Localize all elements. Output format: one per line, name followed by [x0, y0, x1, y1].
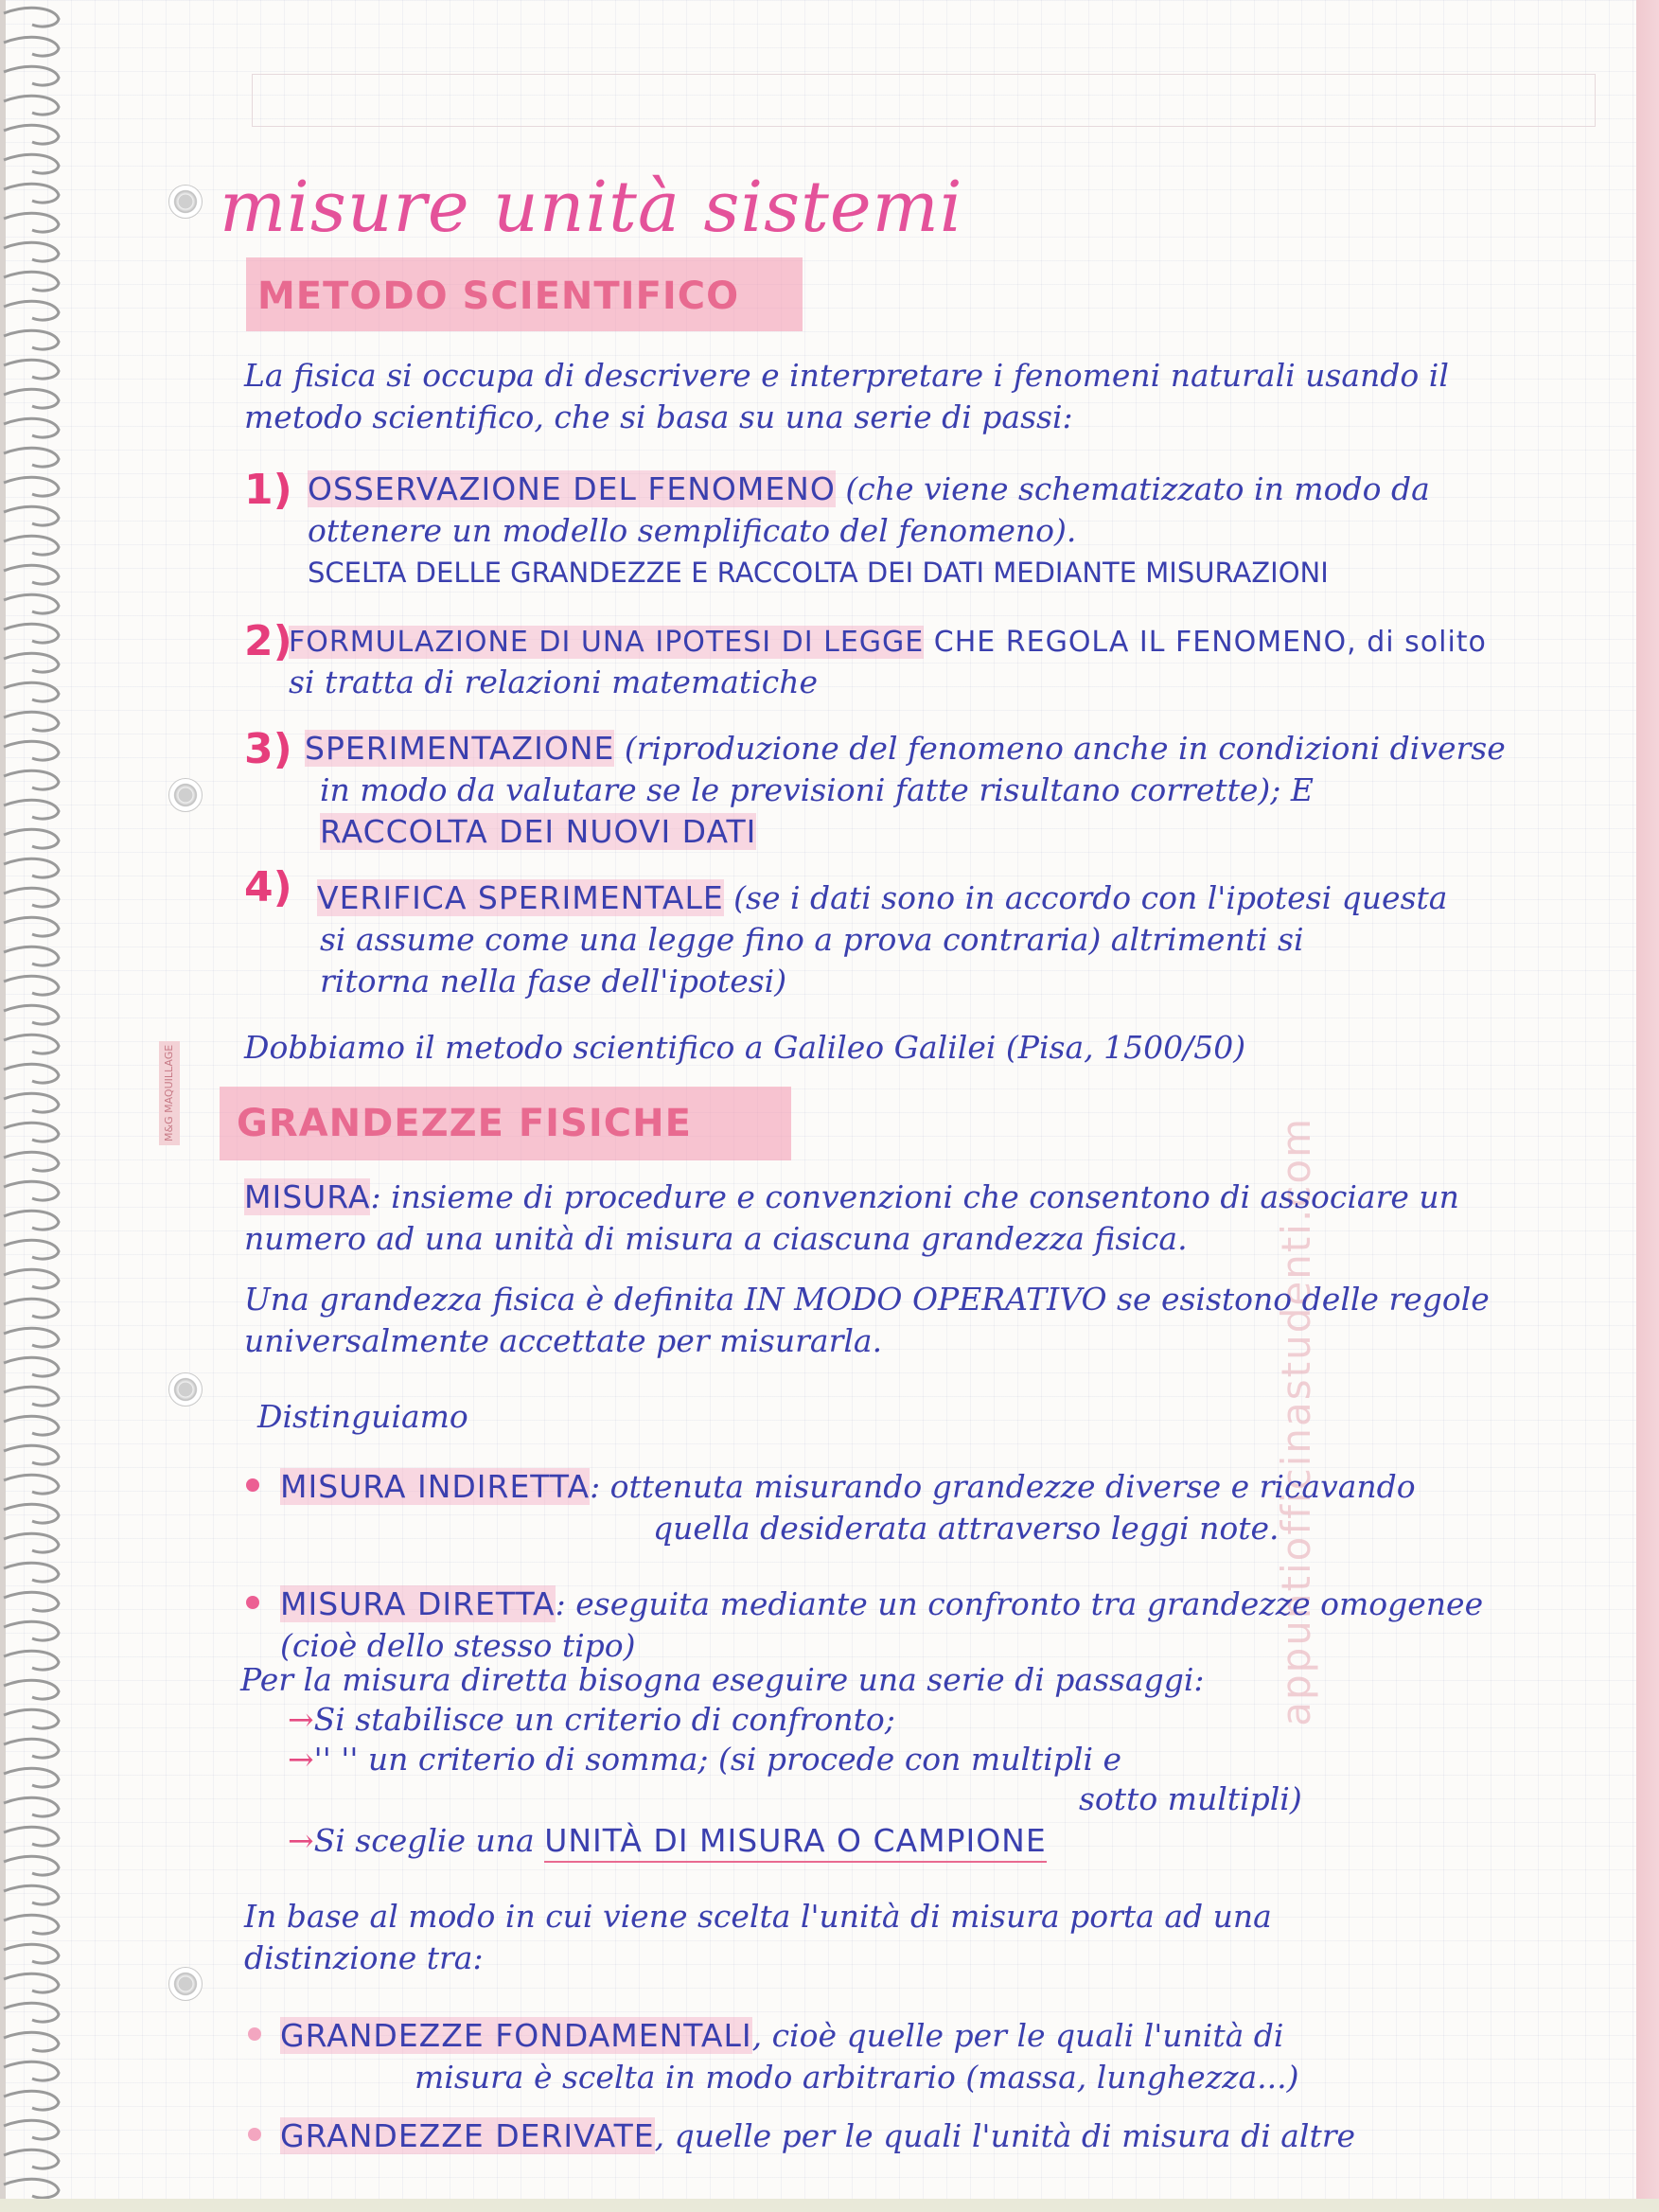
passaggi-intro: Per la misura diretta bisogna eseguire una serie di passaggi:: [240, 1661, 1205, 1698]
spiral-ring: [4, 1944, 59, 1963]
spiral-ring: [4, 2003, 59, 2022]
misura-line-2: numero ad una unità di misura a ciascuna grandezza fisica.: [244, 1220, 1188, 1257]
side-brand: M&G MAQUILLAGE: [159, 1041, 180, 1145]
spiral-ring: [4, 1621, 59, 1640]
spiral-ring: [4, 653, 59, 672]
spiral-ring: [4, 1475, 59, 1494]
galileo-note: Dobbiamo il metodo scientifico a Galileo Galilei (Pisa, 1500/50): [244, 1029, 1246, 1066]
spiral-ring: [4, 770, 59, 789]
base-line-2: distinzione tra:: [244, 1939, 484, 1976]
spiral-ring: [4, 1856, 59, 1875]
spiral-ring: [4, 1299, 59, 1318]
distinguiamo-text: Distinguiamo: [257, 1398, 468, 1435]
spiral-ring: [4, 800, 59, 819]
intro-line-1: La fisica si occupa di descrivere e interpretare i fenomeni naturali usando il: [244, 357, 1449, 394]
spiral-ring: [4, 1328, 59, 1347]
bullet-icon: [246, 1478, 259, 1492]
spiral-ring: [4, 2062, 59, 2080]
spiral-ring: [4, 2091, 59, 2110]
derivate-line: GRANDEZZE DERIVATE, quelle per le quali l'unità di misura di altre: [280, 2117, 1356, 2154]
section-heading-grandezze: GRANDEZZE FISICHE: [237, 1102, 692, 1145]
spiral-ring: [4, 66, 59, 85]
spiral-ring: [4, 712, 59, 731]
spiral-ring: [4, 1123, 59, 1141]
step-number: 2): [244, 617, 292, 665]
step-number: 3): [244, 725, 292, 773]
page-title: misure unità sistemi: [220, 167, 963, 248]
spiral-ring: [4, 96, 59, 115]
bullet-icon: [248, 2128, 261, 2141]
spiral-ring: [4, 1240, 59, 1259]
spiral-ring: [4, 1768, 59, 1787]
arrow-icon: →: [288, 1822, 314, 1859]
spiral-ring: [4, 1563, 59, 1582]
diretta-line-1: MISURA DIRETTA: eseguita mediante un confronto tra grandezze omogenee: [280, 1585, 1484, 1622]
spiral-ring: [4, 477, 59, 496]
spiral-ring: [4, 1093, 59, 1112]
page-right-edge: [1636, 0, 1659, 2212]
fondamentali-line-2: misura è scelta in modo arbitrario (massa, lunghezza...): [415, 2059, 1299, 2096]
spiral-ring: [4, 947, 59, 965]
spiral-ring: [4, 2179, 59, 2198]
spiral-ring: [4, 2150, 59, 2168]
spiral-ring: [4, 8, 59, 27]
fondamentali-line-1: GRANDEZZE FONDAMENTALI, cioè quelle per le quali l'unità di: [280, 2017, 1284, 2054]
arrow-icon: →: [288, 1701, 314, 1738]
spiral-ring: [4, 917, 59, 936]
spiral-ring: [4, 1504, 59, 1523]
indiretta-line-2: quella desiderata attraverso leggi note.: [653, 1510, 1280, 1547]
spiral-ring: [4, 858, 59, 877]
step-line: ottenere un modello semplificato del fenomeno).: [308, 512, 1077, 549]
spiral-ring: [4, 536, 59, 555]
passaggio-line: →Si stabilisce un criterio di confronto;: [288, 1701, 895, 1738]
spiral-ring: [4, 1885, 59, 1904]
operativo-line-2: universalmente accettate per misurarla.: [244, 1322, 883, 1359]
spiral-ring: [4, 1005, 59, 1024]
spiral-ring: [4, 1797, 59, 1816]
spiral-ring: [4, 330, 59, 349]
spiral-ring: [4, 2120, 59, 2139]
step-line: RACCOLTA DEI NUOVI DATI: [320, 813, 757, 850]
bullet-icon: [246, 1596, 259, 1609]
spiral-ring: [4, 1533, 59, 1552]
intro-line-2: metodo scientifico, che si basa su una serie di passi:: [244, 398, 1073, 435]
spiral-ring: [4, 418, 59, 437]
spiral-ring: [4, 125, 59, 144]
spiral-ring: [4, 1973, 59, 1992]
step-line: SPERIMENTAZIONE (riproduzione del fenomeno anche in condizioni diverse: [305, 730, 1506, 767]
spiral-binding: [0, 0, 70, 2212]
spiral-ring: [4, 37, 59, 56]
punch-hole: [168, 185, 203, 219]
spiral-ring: [4, 1152, 59, 1171]
spiral-ring: [4, 272, 59, 291]
misura-line-1: MISURA: insieme di procedure e convenzioni che consentono di associare un: [244, 1178, 1459, 1215]
spiral-ring: [4, 1064, 59, 1083]
base-line-1: In base al modo in cui viene scelta l'unità di misura porta ad una: [244, 1898, 1272, 1935]
spiral-ring: [4, 1915, 59, 1934]
step-number: 4): [244, 863, 292, 911]
spiral-ring: [4, 1181, 59, 1200]
passaggio-line: →'' '' un criterio di somma; (si procede con multipli e: [288, 1741, 1122, 1778]
page-bottom-edge: [0, 2199, 1659, 2212]
spiral-ring: [4, 1035, 59, 1053]
arrow-icon: →: [288, 1741, 314, 1778]
step-number: 1): [244, 466, 292, 514]
spiral-ring: [4, 1387, 59, 1406]
step-line: si tratta di relazioni matematiche: [289, 664, 818, 700]
step-line: FORMULAZIONE DI UNA IPOTESI DI LEGGE CHE REGOLA IL FENOMENO, di solito: [289, 626, 1487, 659]
spiral-ring: [4, 888, 59, 907]
spiral-ring: [4, 976, 59, 995]
step-line: VERIFICA SPERIMENTALE (se i dati sono in accordo con l'ipotesi questa: [317, 879, 1448, 916]
step-line: si assume come una legge fino a prova contraria) altrimenti si: [320, 921, 1304, 958]
spiral-ring: [4, 1445, 59, 1464]
section-heading-metodo: METODO SCIENTIFICO: [257, 274, 740, 318]
spiral-ring: [4, 360, 59, 379]
spiral-ring: [4, 741, 59, 760]
spiral-ring: [4, 1211, 59, 1230]
spiral-ring: [4, 829, 59, 848]
spiral-ring: [4, 389, 59, 408]
step-line: OSSERVAZIONE DEL FENOMENO (che viene schematizzato in modo da: [308, 470, 1430, 507]
punch-hole: [168, 1372, 203, 1407]
spiral-ring: [4, 184, 59, 203]
spiral-ring: [4, 213, 59, 232]
spiral-ring: [4, 624, 59, 643]
watermark: appuntiofficinastudenti.com: [1273, 1117, 1319, 1726]
operativo-line-1: Una grandezza fisica è definita IN MODO OPERATIVO se esistono delle regole: [244, 1281, 1490, 1318]
passaggio-line: sotto multipli): [1079, 1780, 1302, 1817]
passaggio-line: →Si sceglie una UNITÀ DI MISURA O CAMPIONE: [288, 1819, 1047, 1863]
spiral-ring: [4, 1269, 59, 1288]
indiretta-line-1: MISURA INDIRETTA: ottenuta misurando grandezze diverse e ricavando: [280, 1468, 1416, 1505]
spiral-ring: [4, 1680, 59, 1699]
spiral-ring: [4, 2032, 59, 2051]
spiral-ring: [4, 448, 59, 467]
diretta-line-2: (cioè dello stesso tipo): [280, 1627, 636, 1664]
step-line: SCELTA DELLE GRANDEZZE E RACCOLTA DEI DATI MEDIANTE MISURAZIONI: [308, 557, 1329, 589]
step-line: in modo da valutare se le previsioni fatte risultano corrette); E: [320, 771, 1314, 808]
punch-hole: [168, 1967, 203, 2001]
spiral-ring: [4, 594, 59, 613]
spiral-ring: [4, 1357, 59, 1376]
spiral-ring: [4, 1416, 59, 1435]
spiral-ring: [4, 565, 59, 584]
header-box: [252, 74, 1596, 127]
spiral-ring: [4, 1651, 59, 1670]
spiral-ring: [4, 1592, 59, 1611]
step-line: ritorna nella fase dell'ipotesi): [320, 963, 787, 1000]
spiral-ring: [4, 1739, 59, 1758]
spiral-ring: [4, 682, 59, 701]
bullet-icon: [248, 2027, 261, 2041]
spiral-ring: [4, 154, 59, 173]
spiral-ring: [4, 301, 59, 320]
spiral-ring: [4, 1827, 59, 1846]
spiral-ring: [4, 242, 59, 261]
spiral-ring: [4, 1709, 59, 1728]
spiral-ring: [4, 506, 59, 525]
punch-hole: [168, 778, 203, 812]
